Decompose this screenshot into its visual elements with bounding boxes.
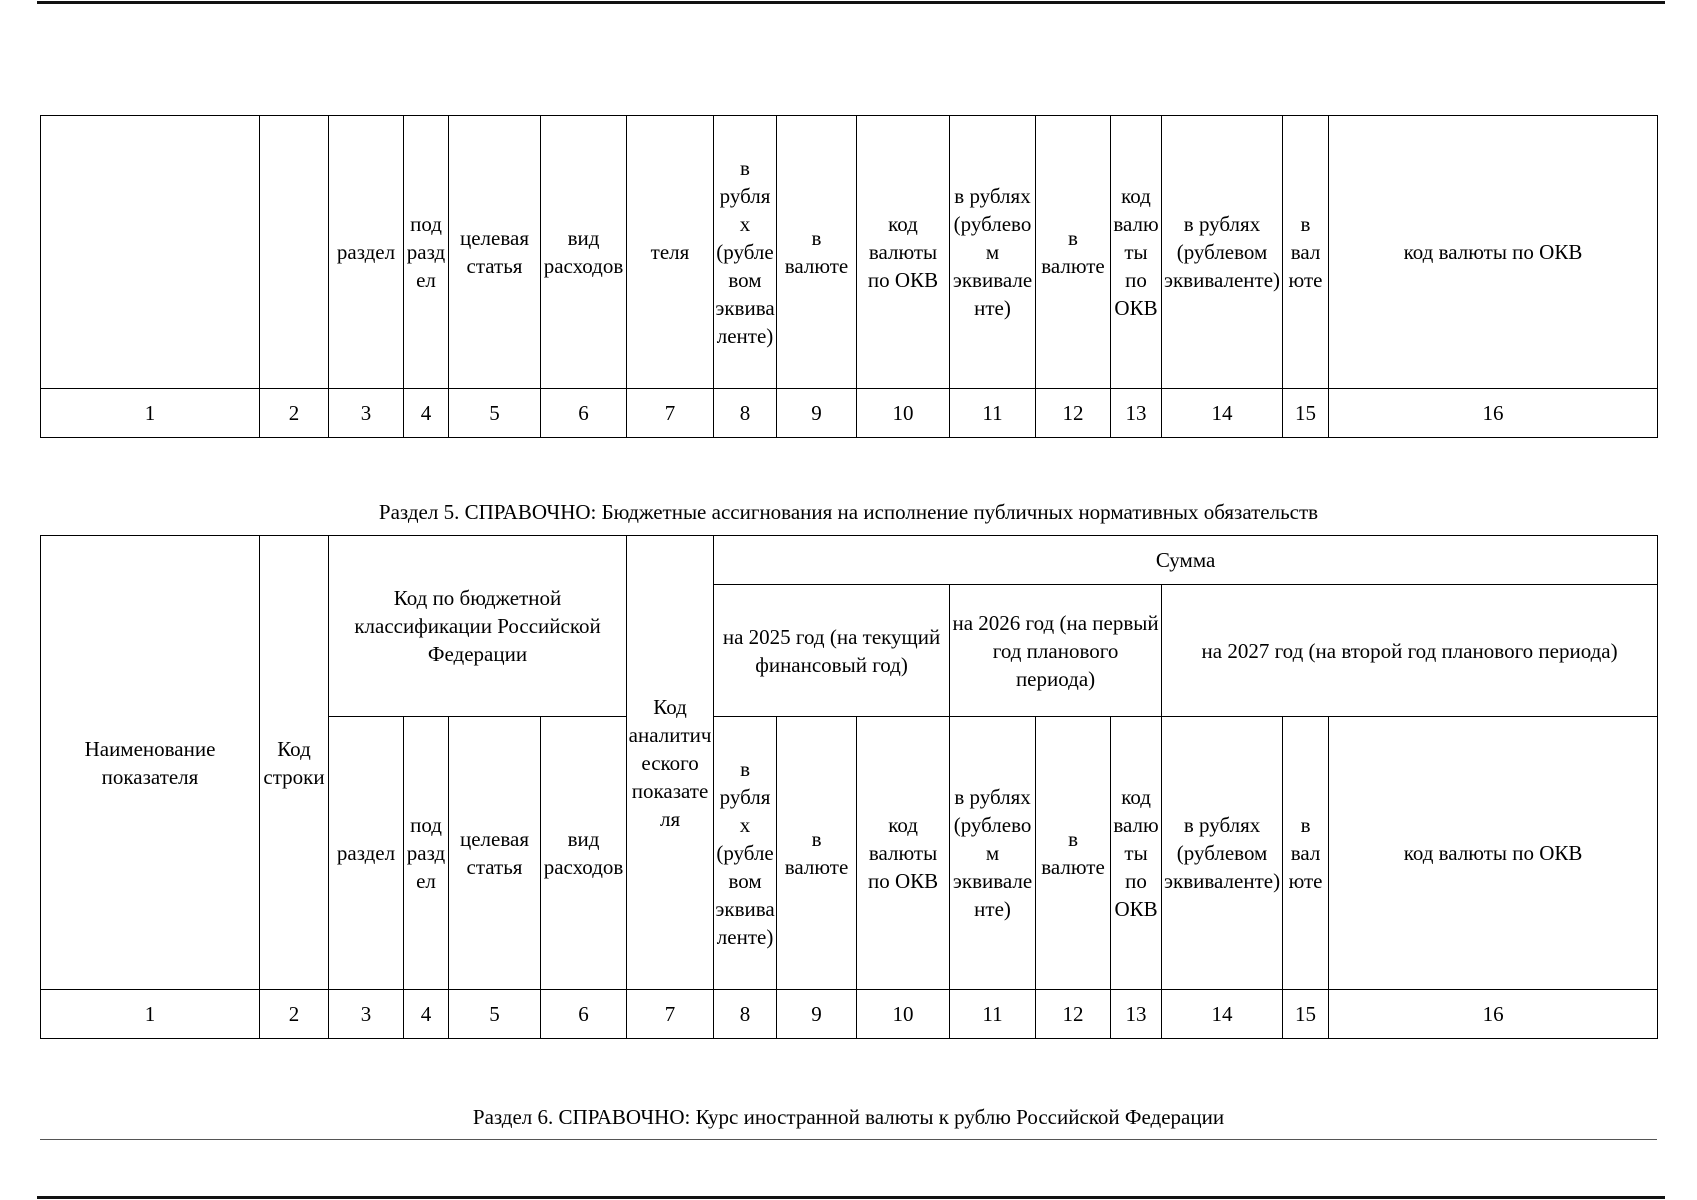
currency-code-2026-header: код валюты по ОКВ [1111, 116, 1162, 389]
rub-equiv-2026-header: в рублях (рублевом эквиваленте) [950, 717, 1036, 990]
column-number: 8 [714, 990, 777, 1039]
section4-table-continuation [40, 115, 1658, 438]
in-currency-2025-header: в валюте [777, 717, 857, 990]
column-number: 11 [950, 389, 1036, 438]
year-2026-header: на 2026 год (на первый год планового периода) [950, 585, 1162, 717]
in-currency-2026-header: в валюте [1036, 717, 1111, 990]
header-row-1 [41, 536, 1658, 585]
column-numbers-row [41, 990, 1658, 1039]
section6-title: Раздел 6. СПРАВОЧНО: Курс иностранной валюты к рублю Российской Федерации [472, 1105, 1225, 1129]
column-number: 8 [714, 389, 777, 438]
column-number: 7 [627, 389, 714, 438]
header-row [41, 116, 1658, 389]
column-number: 2 [260, 990, 329, 1039]
column-number: 4 [404, 990, 449, 1039]
column-number: 7 [627, 990, 714, 1039]
column-number: 14 [1162, 990, 1283, 1039]
subsection-header: подраздел [404, 116, 449, 389]
column-number: 14 [1162, 389, 1283, 438]
column-number: 10 [857, 990, 950, 1039]
budget-classification-header: Код по бюджетной классификации Российской Федерации [329, 536, 627, 717]
bottom-rule [37, 1196, 1665, 1199]
sum-header: Сумма [714, 536, 1658, 585]
column-number: 15 [1283, 990, 1329, 1039]
column-number: 4 [404, 389, 449, 438]
column-number: 13 [1111, 990, 1162, 1039]
in-currency-2026-header: в валюте [1036, 116, 1111, 389]
rub-equiv-2027-header: в рублях (рублевом эквиваленте) [1162, 116, 1283, 389]
currency-code-2025-header: код валюты по ОКВ [857, 717, 950, 990]
target-article-header: целевая статья [449, 116, 541, 389]
column-number: 12 [1036, 990, 1111, 1039]
rub-equiv-2027-header: в рублях (рублевом эквиваленте) [1162, 717, 1283, 990]
column-number: 2 [260, 389, 329, 438]
row-code-cell [260, 116, 329, 389]
column-number: 9 [777, 990, 857, 1039]
in-currency-2027-header: в валюте [1283, 717, 1329, 990]
currency-code-2026-header: код валюты по ОКВ [1111, 717, 1162, 990]
subsection-header: подраздел [404, 717, 449, 990]
column-number: 5 [449, 389, 541, 438]
currency-code-2027-header: код валюты по ОКВ [1329, 116, 1658, 389]
column-number: 1 [41, 389, 260, 438]
column-number: 3 [329, 990, 404, 1039]
name-cell [41, 116, 260, 389]
column-number: 5 [449, 990, 541, 1039]
column-number: 16 [1329, 389, 1658, 438]
column-number: 12 [1036, 389, 1111, 438]
column-number: 9 [777, 389, 857, 438]
in-currency-2025-header: в валюте [777, 116, 857, 389]
name-header: Наименование показателя [41, 536, 260, 990]
section5-table [40, 535, 1658, 1039]
section6-divider [40, 1139, 1657, 1140]
year-2027-header: на 2027 год (на второй год планового периода) [1162, 585, 1658, 717]
column-number: 1 [41, 990, 260, 1039]
column-number: 16 [1329, 990, 1658, 1039]
expense-type-header: вид расходов [541, 717, 627, 990]
section5-title: Раздел 5. СПРАВОЧНО: Бюджетные ассигнования на исполнение публичных нормативных обязательств [378, 500, 1319, 524]
column-numbers-row [41, 389, 1658, 438]
top-rule [37, 1, 1665, 4]
column-number: 10 [857, 389, 950, 438]
column-number: 15 [1283, 389, 1329, 438]
in-currency-2027-header: в валюте [1283, 116, 1329, 389]
currency-code-2027-header: код валюты по ОКВ [1329, 717, 1658, 990]
column-number: 13 [1111, 389, 1162, 438]
row-code-header: Код строки [260, 536, 329, 990]
rub-equiv-2026-header: в рублях (рублевом эквиваленте) [950, 116, 1036, 389]
year-2025-header: на 2025 год (на текущий финансовый год) [714, 585, 950, 717]
analytic-code-header-tail: теля [627, 116, 714, 389]
rub-equiv-2025-header: в рублях (рублевом эквиваленте) [714, 116, 777, 389]
analytic-code-header: Код аналитического показателя [627, 536, 714, 990]
section-header: раздел [329, 116, 404, 389]
currency-code-2025-header: код валюты по ОКВ [857, 116, 950, 389]
column-number: 11 [950, 990, 1036, 1039]
expense-type-header: вид расходов [541, 116, 627, 389]
column-number: 3 [329, 389, 404, 438]
column-number: 6 [541, 389, 627, 438]
column-number: 6 [541, 990, 627, 1039]
rub-equiv-2025-header: в рублях (рублевом эквиваленте) [714, 717, 777, 990]
section-header: раздел [329, 717, 404, 990]
target-article-header: целевая статья [449, 717, 541, 990]
